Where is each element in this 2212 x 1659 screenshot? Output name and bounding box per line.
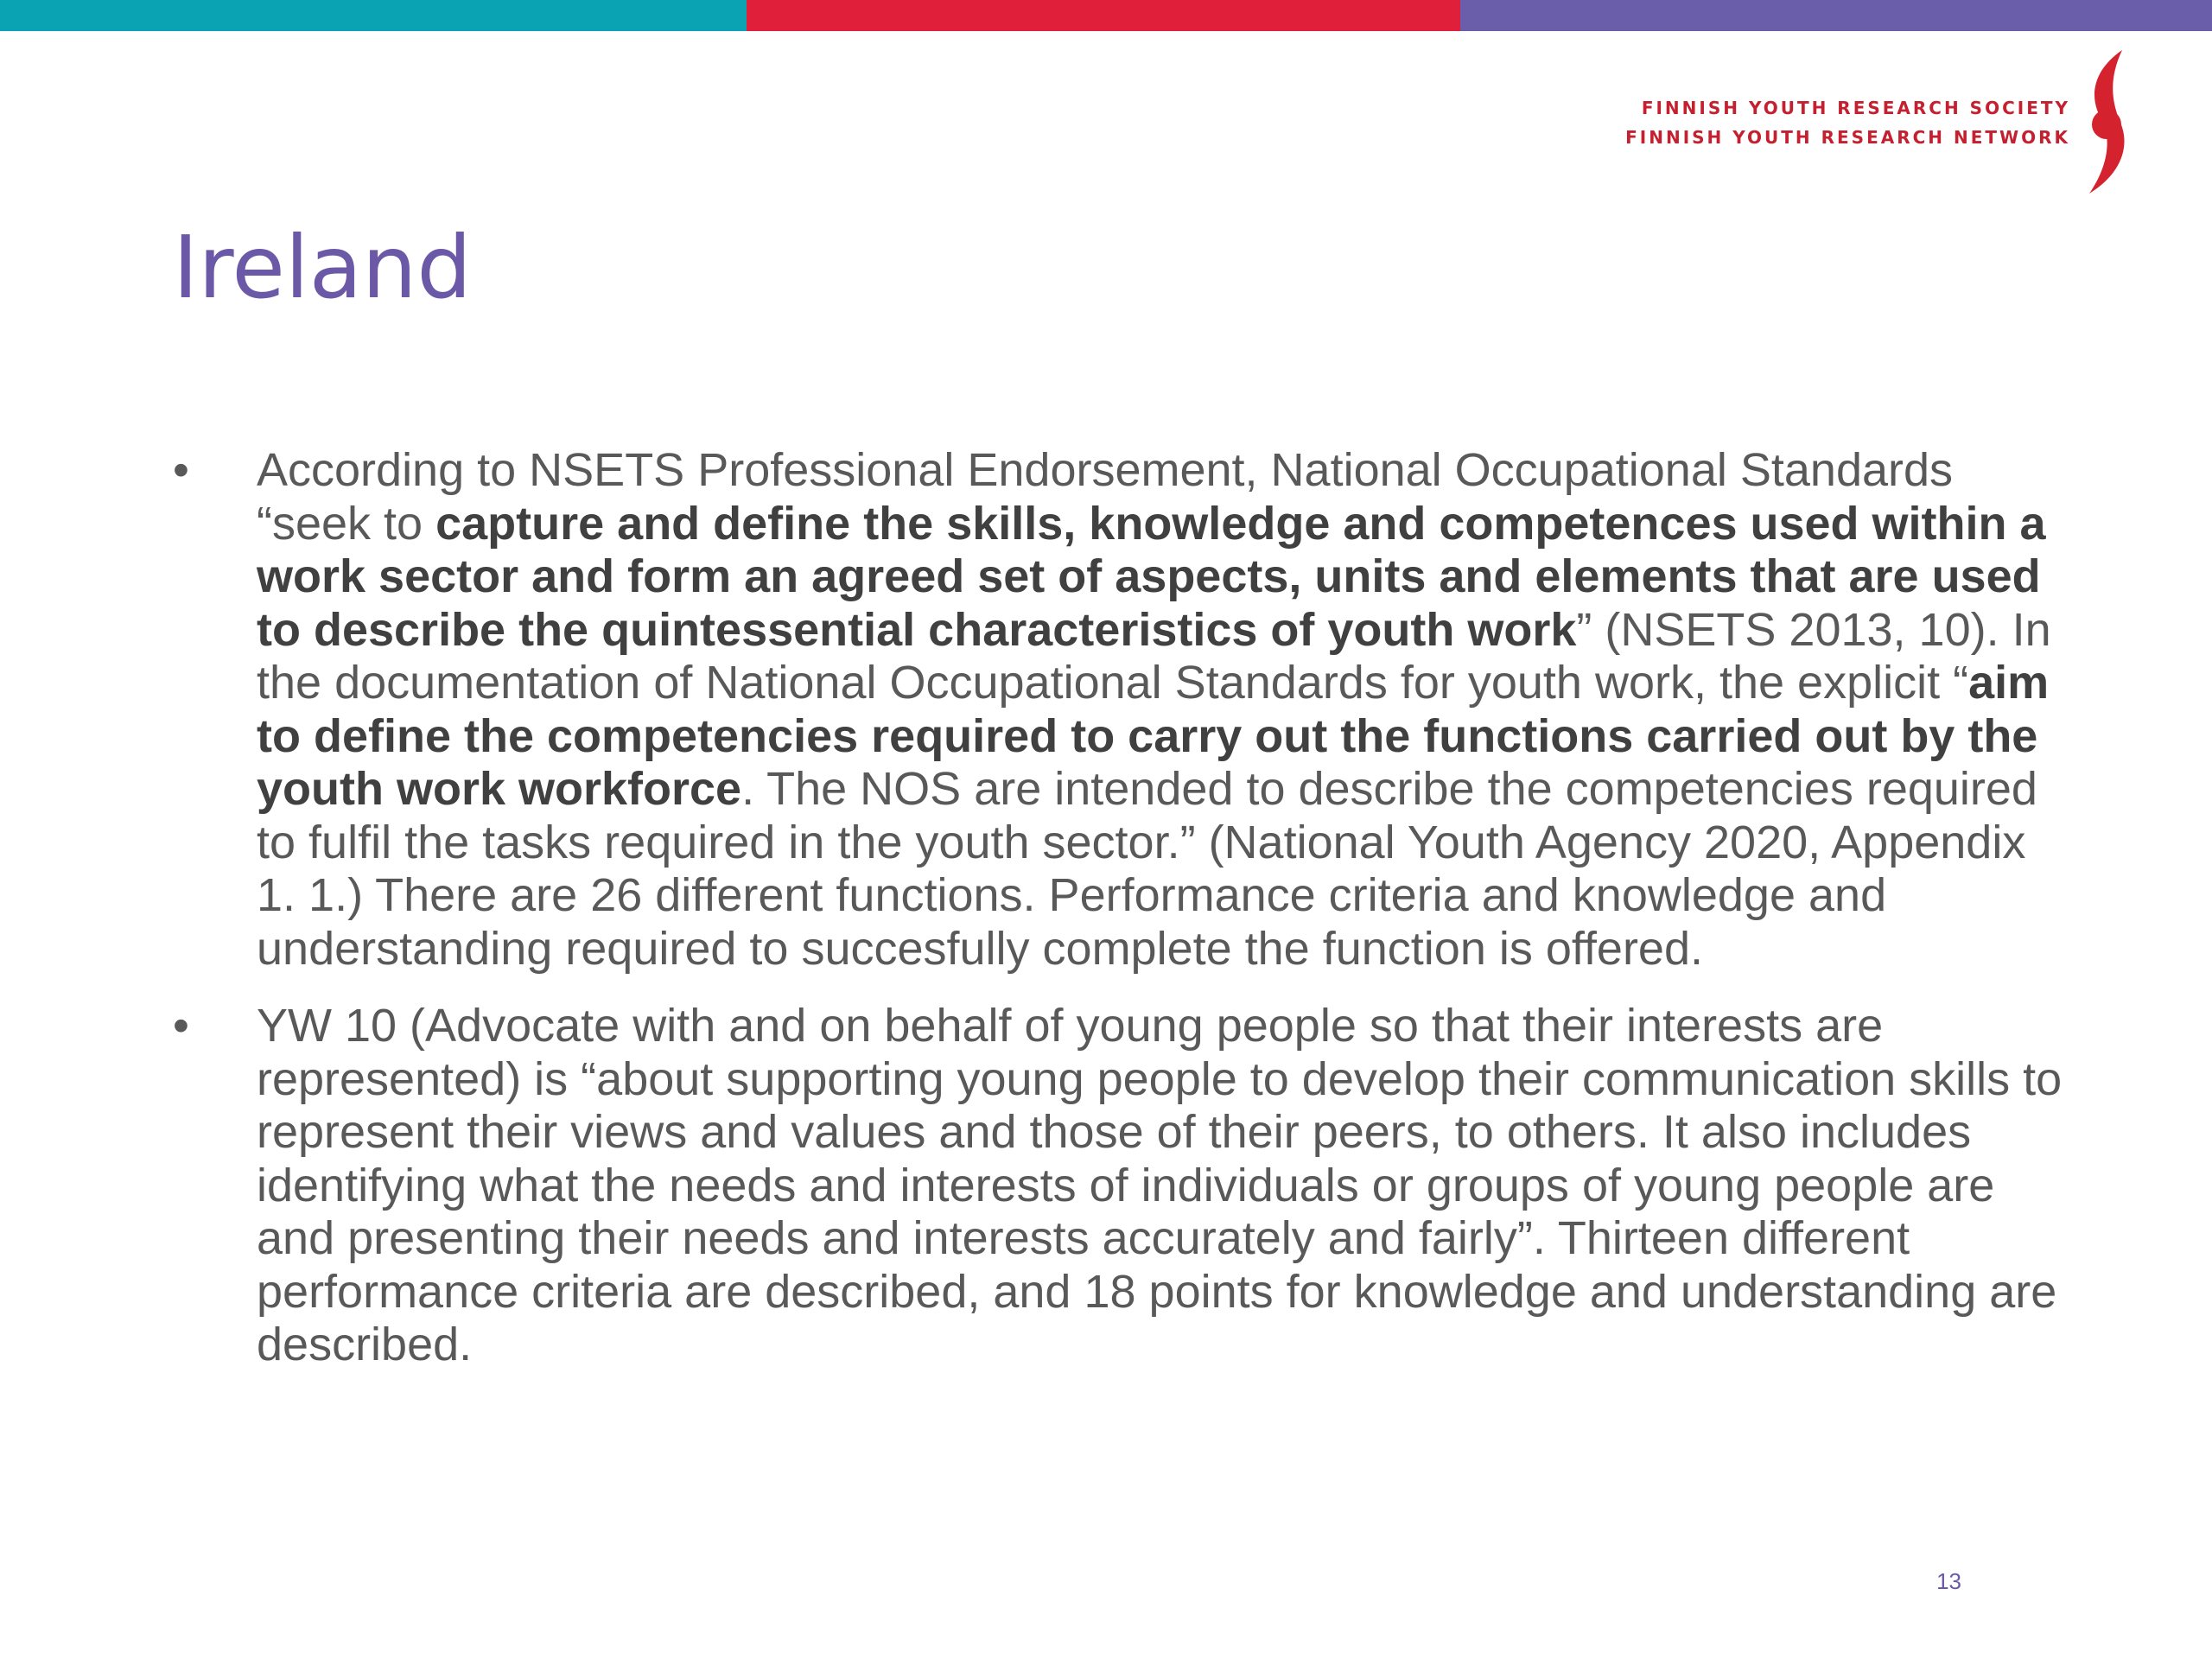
- bullet-text: . The NOS are intended to describe the competencies required to fulfil the tasks required in the youth sector.” (National Youth Agency 2020, Appendix 1. 1.) There are 26 different functions. Performance criteria and knowledge and understanding required to succesfully complete the function is offered.: [257, 763, 2037, 975]
- bullet-text: ” (NSETS 2013, 10). In the documentation of National Occupational Standards for youth work, the explicit “: [257, 603, 2051, 709]
- bullet-bold-text: capture and define the skills, knowledge and competences used within a work sector and form an agreed set of aspects, units and elements that are used to describe the quintessential characteristics of youth work: [257, 497, 2046, 656]
- bullet-marker: •: [173, 1000, 189, 1052]
- logo-text: [1625, 93, 2070, 152]
- bullet-item-yw10: [173, 1000, 2065, 1372]
- top-bar-red-segment: [747, 0, 1460, 31]
- logo-line-network: FINNISH YOUTH RESEARCH NETWORK: [1625, 127, 2070, 148]
- bullet-bold-text: aim to define the competencies required to carry out the functions carried out by the youth work workforce: [257, 657, 2050, 815]
- bullet-text: YW 10 (Advocate with and on behalf of young people so that their interests are represented) is “about supporting young people to develop their communication skills to represent their views and values and those of their peers, to others. It also includes identifying what the needs and interests of individuals or groups of young people are and presenting their needs and interests accurately and fairly”. Thirteen different performance criteria are described, and 18 points for knowledge and understanding are described.: [257, 1000, 2063, 1370]
- swirl-logo-icon: [2082, 45, 2134, 200]
- top-color-bar: [0, 0, 2212, 31]
- bullet-item-nsets: [173, 444, 2065, 976]
- top-bar-teal-segment: [0, 0, 747, 31]
- top-bar-purple-segment: [1460, 0, 2212, 31]
- logo-line-society: FINNISH YOUTH RESEARCH SOCIETY: [1641, 98, 2070, 118]
- page-title: Ireland: [173, 217, 472, 318]
- bullet-marker: •: [173, 444, 189, 496]
- bullet-text: According to NSETS Professional Endorsement, National Occupational Standards “seek to: [257, 444, 1954, 550]
- page-number: 13: [1936, 1568, 1961, 1594]
- organization-logo: [1625, 45, 2134, 200]
- bullet-list: [173, 444, 2065, 1396]
